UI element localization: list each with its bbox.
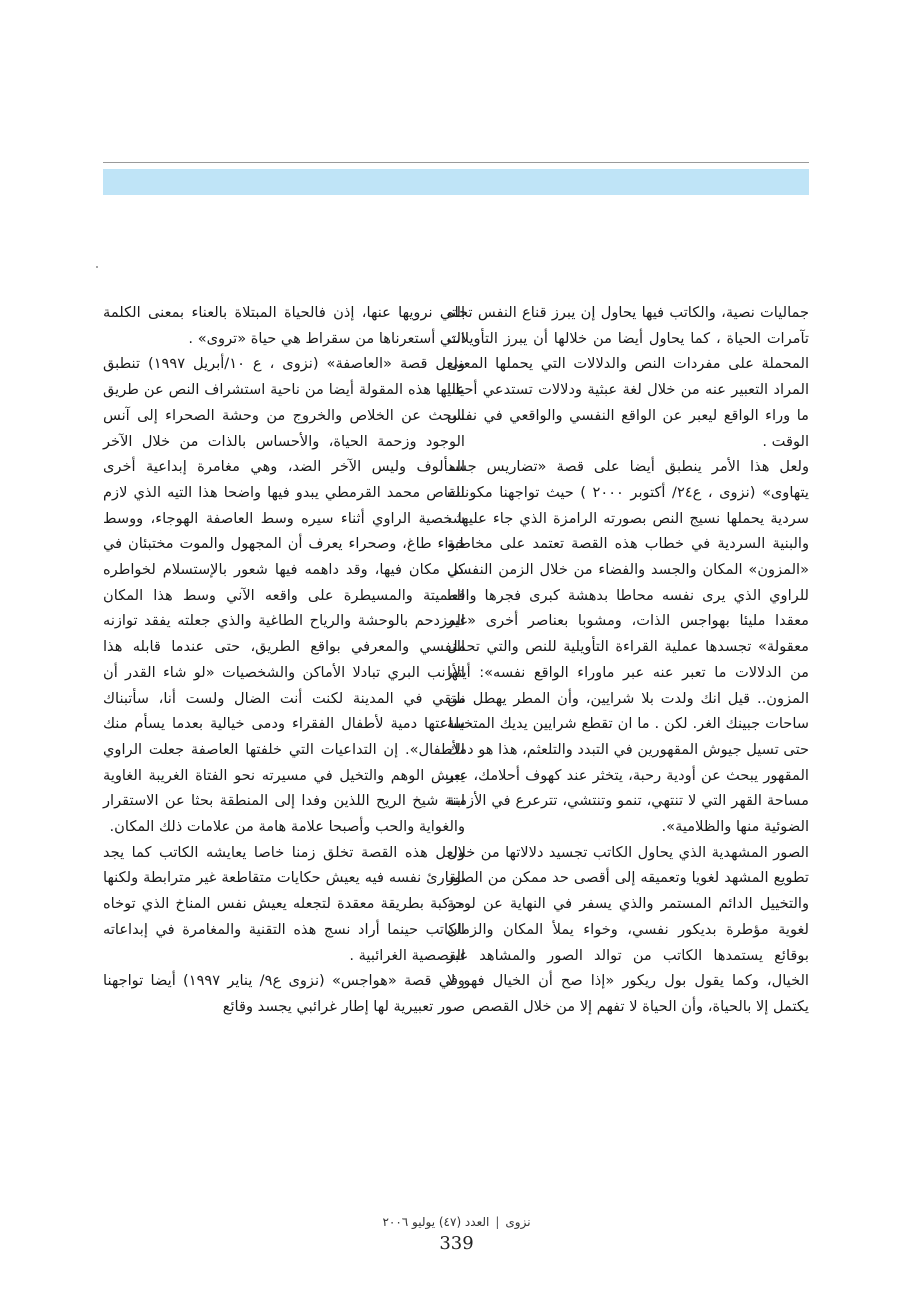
issue-info: العدد (٤٧) يوليو ٢٠٠٦ [382, 1215, 490, 1229]
paragraph: جماليات نصية، والكاتب فيها يحاول إن يبرز قناع النفس تجاه تآمرات الحياة ، كما يحاول أيضا من خلالها أن يبرز التأويلات المحملة على مفردات النص والدلالات التي يحملها المعنى المراد التعبير عنه من خلال لغة عبثية ودلالات تستدعي أحيانا ما وراء الواقع ليعبر عن الواقع النفسي والواقعي في نفس الوقت . [447, 304, 809, 450]
margin-speck [96, 266, 98, 268]
header-rule [103, 162, 809, 163]
right-text-column [447, 300, 809, 1020]
left-text-column [103, 300, 465, 1020]
header-color-band [103, 169, 809, 195]
magazine-name: نزوى [505, 1215, 531, 1229]
paragraph: ولعل هذه القصة تخلق زمنا خاصا يعايشه الكاتب كما يجد القارئ نفسه فيه يعيش حكايات متقاطعة غير مترابطة ولكنها مركبة بطريقة معقدة لتجعله يعيش نفس المناخ الذي توخاه الكاتب حينما أراد نسج هذه التقنية والمغامرة في إبداعاته القصصية الغرائبية . [103, 843, 465, 964]
page-number: 339 [439, 1233, 474, 1254]
paragraph: وفي قصة «هواجس» (نزوى ع٩/ يناير ١٩٩٧) أيضا تواجهنا صور تعبيرية لها إطار غرائبي يجسد وقائع [103, 972, 465, 1015]
footer-separator: | [495, 1215, 500, 1229]
paragraph: ولعل هذا الأمر ينطبق أيضا على قصة «تضاريس جسد يتهاوى» (نزوى ، ع٢٤/ أكتوبر ٢٠٠٠ ) حيث تواجهنا مكونات سردية يحملها نسيج النص بصورته الرامزة الذي جاء عليها . والبنية السردية في خطاب هذه القصة تعتمد على مخاطبة «المزون» المكان والجسد والفضاء من خلال الزمن النفسي للراوي الذي يرى نفسه محاطا بدهشة كبرى فجرها واقعا معقدا مليئا بهواجس الذات، ومشوبا بعناصر أخرى «غير معقولة» تجسدها عملية القراءة التأويلية للنص والتي تحمل من الدلالات ما تعبر عنه عبر ماوراء الواقع نفسه»: أيتها المزون.. قيل انك ولدت بلا شرايين، وأن المطر يهطل من ساحات جبينك الغر. لكن . ما ان تقطع شرايين يديك المتخيلة حتى تسيل جيوش المقهورين في التبدد والتلعثم، هذا هو دمك المقهور يبحث عن أودية رحبة، يتخثر عند كهوف أحلامك، عبر مساحة القهر التي لا تنتهي، تنمو وتنتشي، تترعرع في الأزمنة الضوئية منها والظلامية». [447, 458, 809, 836]
paragraph: الصور المشهدية الذي يحاول الكاتب تجسيد دلالاتها من خلال تطويع المشهد لغويا وتعميقه إلى أقصى حد ممكن من الصور والتخييل الدائم المستمر والذي يسفر في النهاية عن لوحة لغوية مؤطرة بديكور نفسي، وخواء يملأ المكان والزمان بوقائع يستمدها الكاتب من توالد الصور والمشاهد عبر الخيال، وكما يقول بول ريكور «إذا صح أن الخيال فهو لا يكتمل إلا بالحياة، وأن الحياة لا تفهم إلا من خلال القصص [447, 843, 809, 1015]
paragraph: التي نرويها عنها، إذن فالحياة المبتلاة بالعناء بمعنى الكلمة التي أستعرناها من سقراط هي حياة «تروى» . [103, 304, 465, 347]
paragraph: ولعل قصة «العاصفة» (نزوى ، ع ١٠/أبريل ١٩٩٧) تنطبق عليها هذه المقولة أيضا من ناحية استشراف النص عن طريق البحث عن الخلاص والخروج من وحشة الصحراء إلى آنس الوجود وزحمة الحياة، والأحساس بالذات من خلال الآخر المألوف وليس الآخر الضد، وهي مغامرة إبداعية أخرى للقاص محمد القرمطي يبدو فيها واضحا هذا التيه الذي لازم شخصية الراوي أثناء سيره وسط العاصفة الهوجاء، ووسط خواء طاغ، وصحراء يعرف أن المجهول والموت مختبئان في كل مكان فيها، وقد داهمه فيها شعور بالإستسلام لخواطره المميتة والمسيطرة على واقعه الآني وسط هذا المكان المزدحم بالوحشة والرياح الطاغية والذي جعلته يفقد توازنه النفسي والمعرفي بواقع الطريق، حتى عندما قابله هذا الأرنب البري تبادلا الأماكن والشخصيات «لو شاء القدر أن نلتقي في المدينة لكنت أنت الضال ولست أنا، سأتبناك ساعتها دمية لأطفال الفقراء ودمى خيالية بعدما يسأم منك الأطفال». إن التداعيات التي خلفتها العاصفة جعلت الراوي يعيش الوهم والتخيل في مسيرته نحو الفتاة الغريبة الغاوية ابنة شيخ الريح اللذين وفدا إلى المنطقة بحثا عن الاستقرار والغواية والحب وأصبحا علامة هامة من علامات ذلك المكان. [103, 355, 465, 836]
running-footer [0, 1215, 913, 1229]
